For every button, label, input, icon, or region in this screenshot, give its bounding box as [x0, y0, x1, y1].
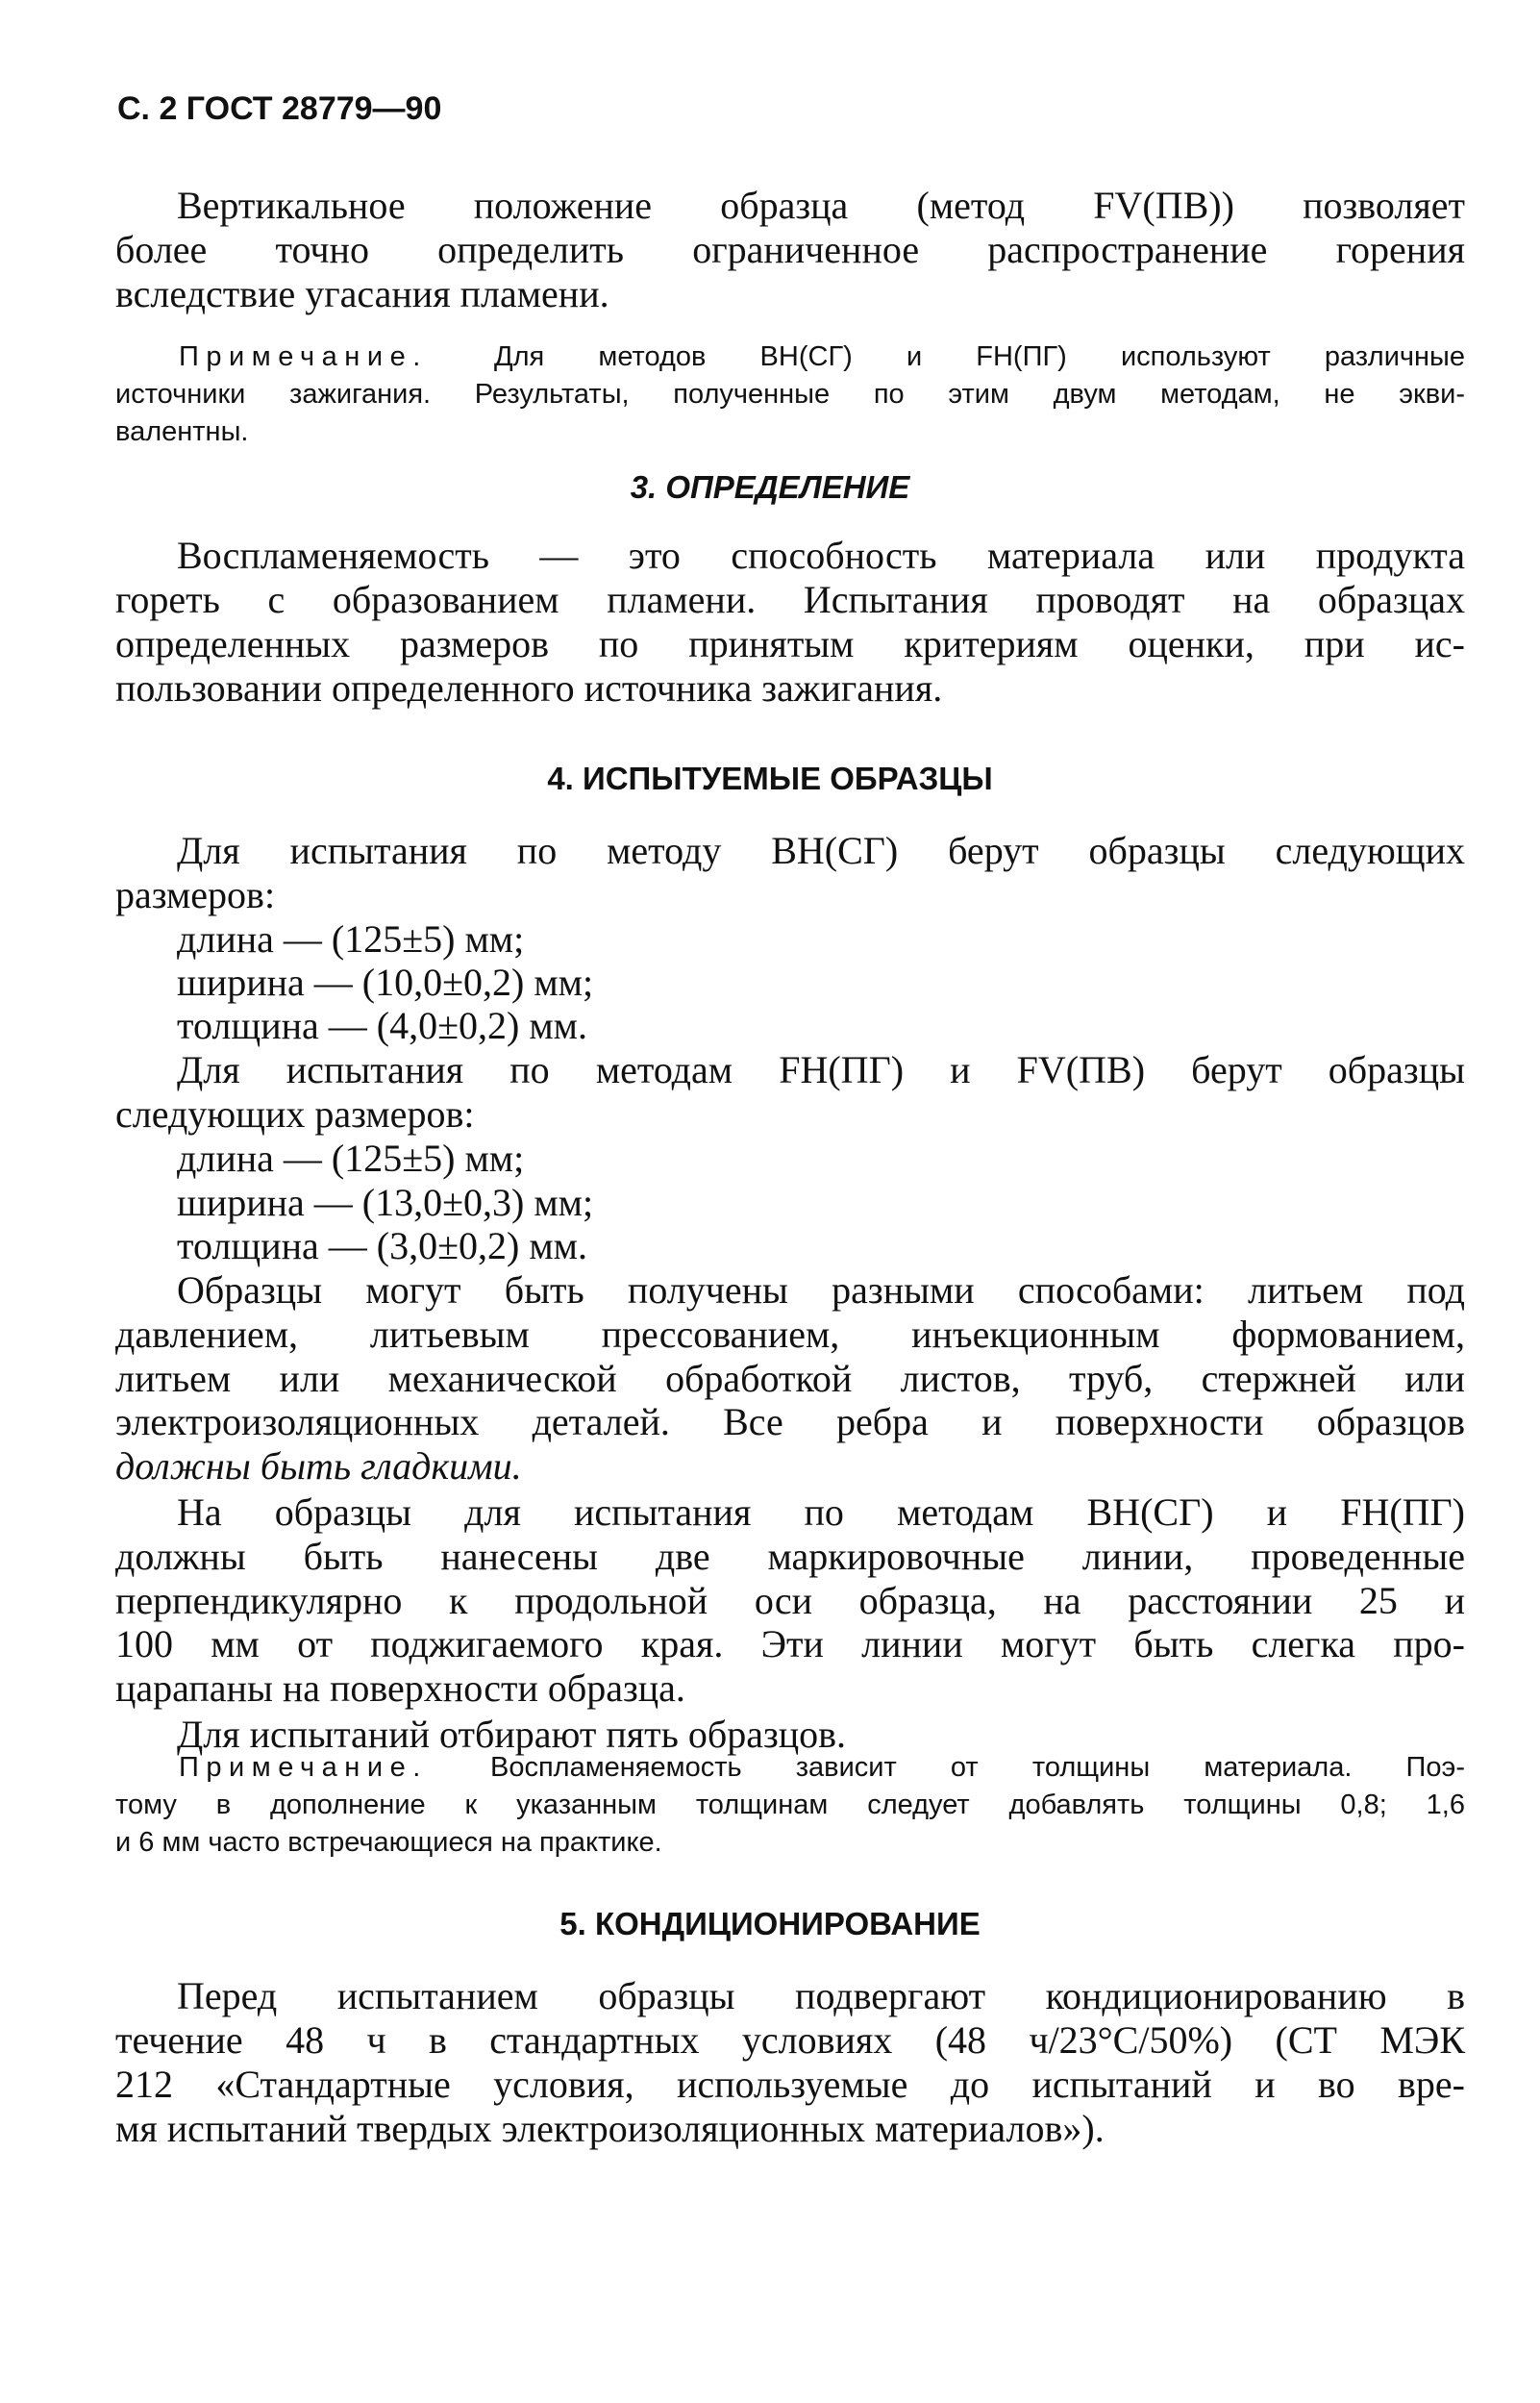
section-4-line: царапаны на поверхности образца.	[115, 1666, 685, 1710]
section-5-line: течение 48 ч в стандартных условиях (48 ч/23°С/50%) (СТ МЭК	[115, 2018, 1465, 2062]
note-line: валентны.	[115, 416, 249, 447]
note-line: источники зажигания. Результаты, полученные по этим двум методам, не экви-	[115, 379, 1465, 410]
section-4-line: 100 мм от поджигаемого края. Эти линии могут быть слегка про-	[115, 1622, 1465, 1665]
section-4-line: ширина — (13,0±0,3) мм;	[177, 1181, 594, 1224]
note-label: Примечание.	[179, 341, 428, 372]
note-line: и 6 мм часто встречающиеся на практике.	[115, 1827, 662, 1858]
section-4-line: длина — (125±5) мм;	[177, 917, 525, 961]
page-header: С. 2 ГОСТ 28779—90	[117, 90, 442, 127]
section-4-title: 4. ИСПЫТУЕМЫЕ ОБРАЗЦЫ	[547, 761, 993, 796]
section-4-line: длина — (125±5) мм;	[177, 1137, 525, 1180]
section-4-line: должны быть гладкими.	[115, 1444, 522, 1488]
section-4-line: перпендикулярно к продольной оси образца, на расстоянии 25 и	[115, 1579, 1465, 1622]
section-4-line: размеров:	[115, 873, 276, 916]
section-3-line: Воспламеняемость — это способность материала или продукта	[177, 534, 1465, 577]
intro-line: Вертикальное положение образца (метод FV(ПВ)) позволяет	[177, 184, 1465, 227]
section-4-line: толщина — (4,0±0,2) мм.	[177, 1004, 587, 1047]
section-4-line: Для испытания по методу ВН(СГ) берут образцы следующих	[177, 829, 1465, 872]
note-line: Для методов ВН(СГ) и FН(ПГ) используют различные	[494, 341, 1465, 372]
section-3-title: 3. ОПРЕДЕЛЕНИЕ	[630, 469, 910, 505]
note-label: Примечание.	[179, 1752, 428, 1783]
section-4-line: На образцы для испытания по методам ВН(СГ) и FН(ПГ)	[177, 1490, 1465, 1534]
section-4-line: толщина — (3,0±0,2) мм.	[177, 1224, 587, 1267]
section-4-line: давлением, литьевым прессованием, инъекционным формованием,	[115, 1313, 1465, 1356]
section-4-line: электроизоляционных деталей. Все ребра и поверхности образцов	[115, 1400, 1465, 1443]
section-4-line: Образцы могут быть получены разными способами: литьем под	[177, 1268, 1465, 1312]
section-4-line: следующих размеров:	[115, 1092, 475, 1136]
section-5-line: мя испытаний твердых электроизоляционных материалов»).	[115, 2107, 1105, 2150]
note-line: Воспламеняемость зависит от толщины материала. Поэ-	[490, 1752, 1465, 1783]
intro-line: вследствие угасания пламени.	[115, 272, 609, 315]
section-3-line: гореть с образованием пламени. Испытания проводят на образцах	[115, 578, 1465, 621]
section-4-line: Для испытаний отбирают пять образцов.	[177, 1713, 847, 1756]
section-4-line: ширина — (10,0±0,2) мм;	[177, 961, 594, 1004]
section-3-line: определенных размеров по принятым критериям оценки, при ис-	[115, 622, 1465, 665]
section-4-line: Для испытания по методам FН(ПГ) и FV(ПВ) берут образцы	[177, 1048, 1465, 1091]
section-5-title: 5. КОНДИЦИОНИРОВАНИЕ	[559, 1906, 981, 1941]
intro-line: более точно определить ограниченное распространение горения	[115, 228, 1465, 271]
section-4-line: должны быть нанесены две маркировочные линии, проведенные	[115, 1535, 1465, 1578]
section-3-line: пользовании определенного источника зажигания.	[115, 666, 943, 710]
section-4-line: литьем или механической обработкой листов, труб, стержней или	[115, 1357, 1465, 1400]
section-5-line: 212 «Стандартные условия, используемые до испытаний и во вре-	[115, 2063, 1465, 2106]
note-line: тому в дополнение к указанным толщинам следует добавлять толщины 0,8; 1,6	[115, 1790, 1465, 1820]
section-5-line: Перед испытанием образцы подвергают кондиционированию в	[177, 1974, 1465, 2017]
